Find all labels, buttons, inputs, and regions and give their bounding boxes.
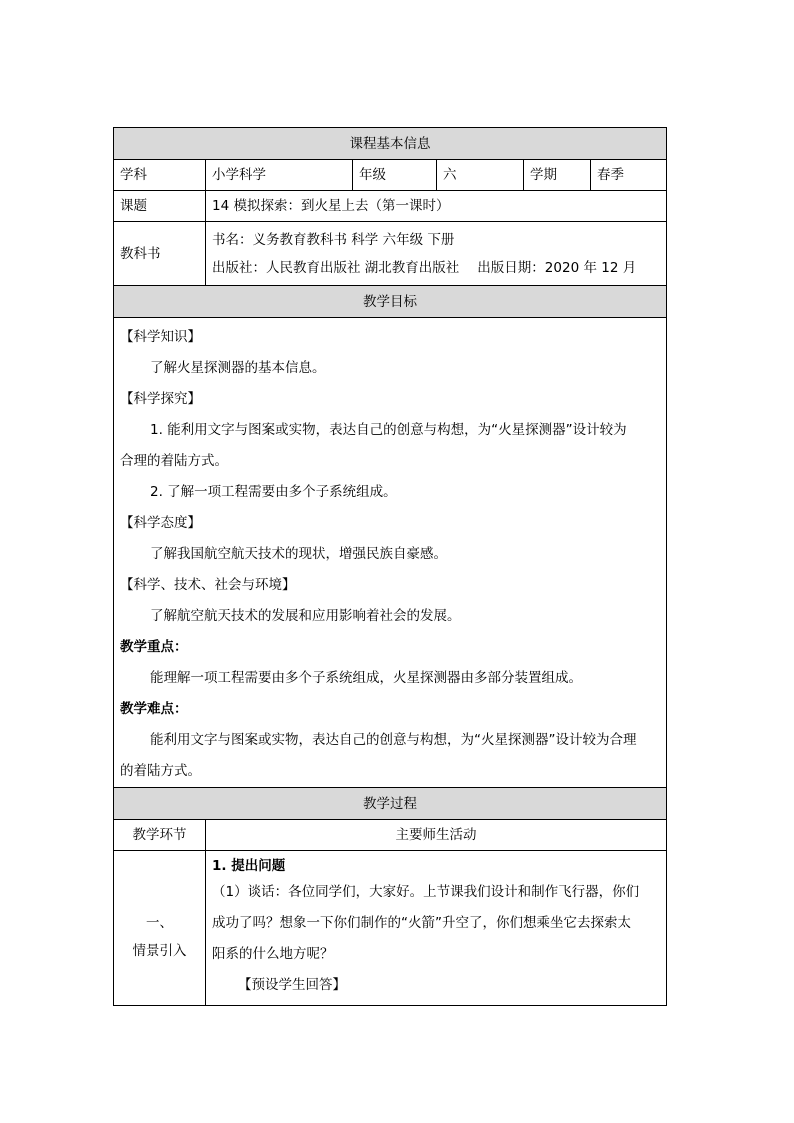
subject-value: 小学科学 bbox=[206, 160, 353, 191]
inquiry-item-1: 1. 能利用文字与图案或实物，表达自己的创意与构想，为“火星探测器”设计较为 bbox=[150, 422, 627, 438]
topic-value: 14 模拟探索：到火星上去（第一课时） bbox=[206, 191, 667, 222]
topic-label: 课题 bbox=[114, 191, 206, 222]
textbook-label: 教科书 bbox=[114, 222, 206, 286]
sts-title: 【科学、技术、社会与环境】 bbox=[120, 577, 296, 593]
difficulty-text-cont: 的着陆方式。 bbox=[120, 763, 201, 779]
key-points-title: 教学重点： bbox=[120, 639, 188, 655]
talk-line-3: 阳系的什么地方呢？ bbox=[212, 946, 334, 962]
term-value: 春季 bbox=[591, 160, 667, 191]
step-title: 1. 提出问题 bbox=[212, 858, 286, 874]
textbook-info bbox=[206, 222, 667, 286]
attitude-title: 【科学态度】 bbox=[120, 515, 201, 531]
grade-value: 六 bbox=[437, 160, 524, 191]
basic-info-header: 课程基本信息 bbox=[114, 128, 667, 160]
book-name: 书名：义务教育教科书 科学 六年级 下册 bbox=[212, 231, 455, 248]
stage-column-header: 教学环节 bbox=[114, 820, 206, 851]
preset-answer: 【预设学生回答】 bbox=[238, 977, 346, 993]
inquiry-item-1-cont: 合理的着陆方式。 bbox=[120, 453, 228, 469]
difficulty-text: 能利用文字与图案或实物，表达自己的创意与构想，为“火星探测器”设计较为合理 bbox=[150, 732, 637, 748]
stage-1-cell bbox=[114, 851, 206, 1006]
talk-line-1: （1）谈话：各位同学们，大家好。上节课我们设计和制作飞行器，你们 bbox=[212, 884, 640, 900]
inquiry-item-2: 2. 了解一项工程需要由多个子系统组成。 bbox=[150, 484, 397, 500]
activity-column-header: 主要师生活动 bbox=[206, 820, 667, 851]
sts-text: 了解航空航天技术的发展和应用影响着社会的发展。 bbox=[150, 608, 461, 624]
knowledge-title: 【科学知识】 bbox=[120, 329, 201, 345]
stage-1-number: 一、 bbox=[146, 915, 173, 931]
lesson-plan-page bbox=[113, 127, 666, 1006]
stage-1-name: 情景引入 bbox=[132, 943, 187, 959]
objectives-header: 教学目标 bbox=[114, 286, 667, 318]
subject-label: 学科 bbox=[114, 160, 206, 191]
stage-1-activity bbox=[206, 851, 667, 1006]
publish-date: 出版日期：2020 年 12 月 bbox=[477, 259, 637, 276]
inquiry-title: 【科学探究】 bbox=[120, 391, 201, 407]
key-points-text: 能理解一项工程需要由多个子系统组成，火星探测器由多部分装置组成。 bbox=[150, 670, 582, 686]
talk-line-2: 成功了吗？想象一下你们制作的“火箭”升空了，你们想乘坐它去探索太 bbox=[212, 915, 631, 931]
process-header: 教学过程 bbox=[114, 788, 667, 820]
publisher-line bbox=[212, 254, 660, 282]
objectives-body bbox=[114, 318, 667, 788]
knowledge-text: 了解火星探测器的基本信息。 bbox=[150, 360, 326, 376]
attitude-text: 了解我国航空航天技术的现状，增强民族自豪感。 bbox=[150, 546, 447, 562]
lesson-plan-table bbox=[113, 127, 667, 1006]
publisher: 出版社：人民教育出版社 湖北教育出版社 bbox=[212, 259, 460, 276]
grade-label: 年级 bbox=[353, 160, 437, 191]
term-label: 学期 bbox=[524, 160, 591, 191]
difficulty-title: 教学难点： bbox=[120, 701, 188, 717]
